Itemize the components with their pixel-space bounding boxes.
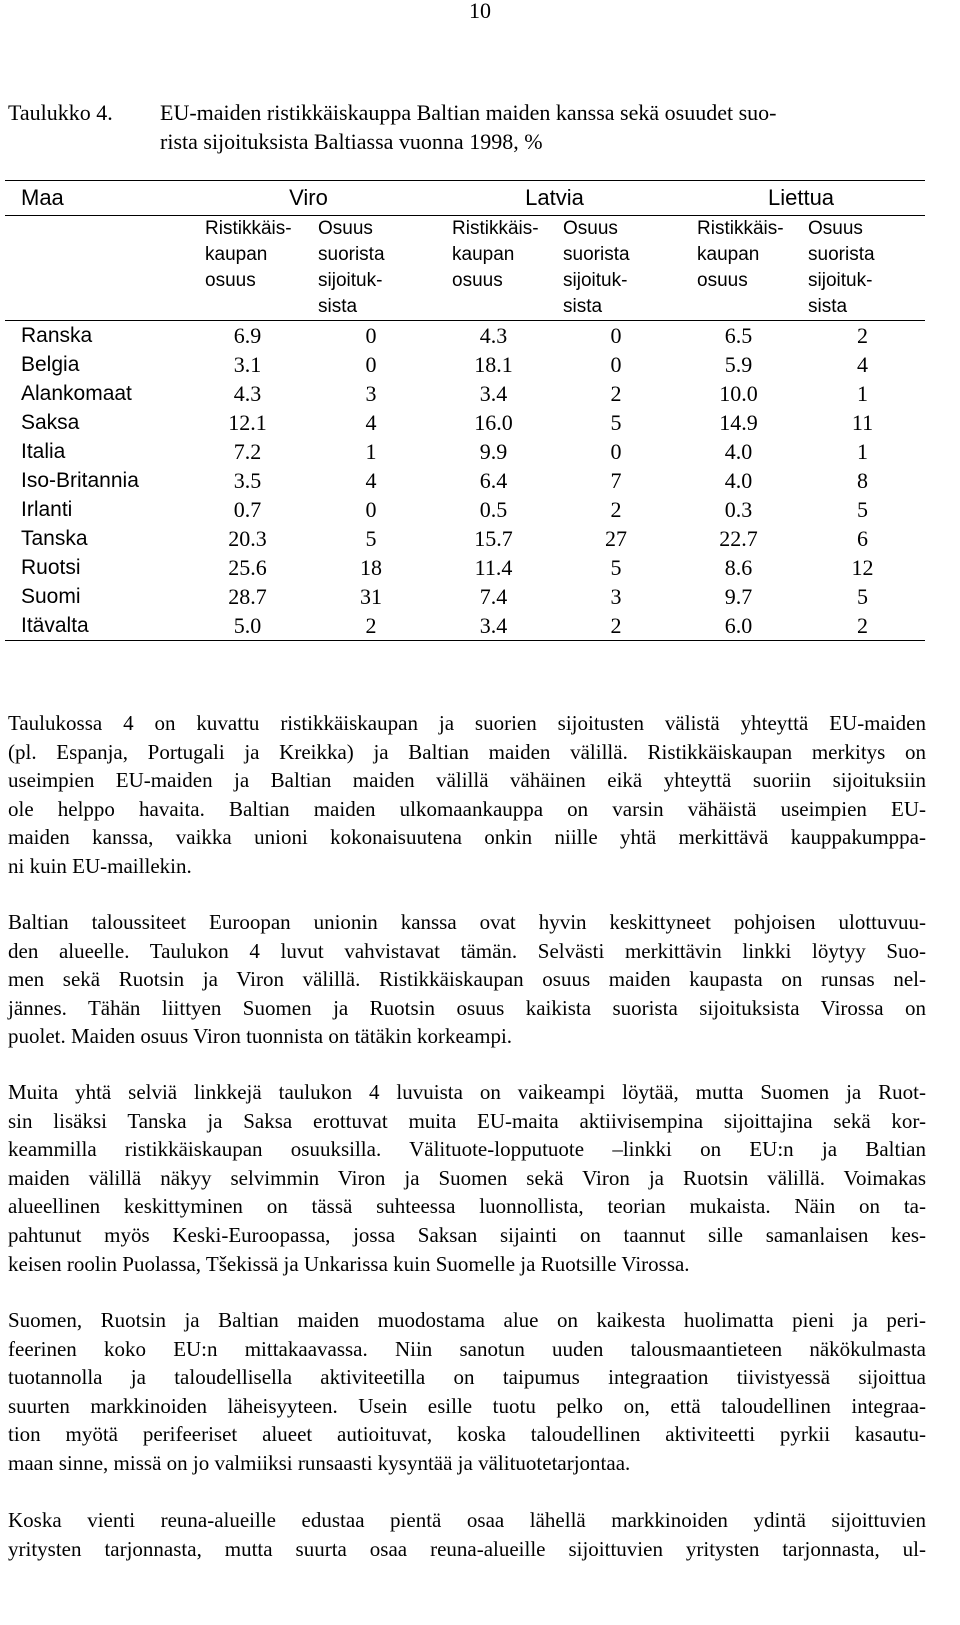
paragraph (8, 1306, 926, 1478)
value-cell: 5.0 (185, 611, 310, 641)
value-cell: 25.6 (228, 554, 267, 580)
value-cell: 7.2 (233, 438, 262, 464)
value-cell: 0 (365, 351, 377, 377)
value-cell: 3 (610, 583, 622, 609)
paragraph (8, 1506, 926, 1563)
value-cell: 6.9 (233, 322, 262, 348)
value-cell: 0 (610, 322, 622, 348)
country-cell: Ruotsi (21, 555, 81, 579)
value-cell: 0.5 (479, 496, 508, 522)
value-cell: 10.0 (719, 380, 758, 406)
value-cell: 5 (857, 496, 869, 522)
table-row (5, 466, 925, 495)
paragraph-line: men sekä Ruotsin ja Viron välillä. Ristikkäiskaupan osuus maiden kaupasta on runsas nel- (8, 967, 926, 992)
value-cell: 4.0 (724, 438, 753, 464)
value-cell: 2 (555, 611, 677, 641)
value-cell: 18 (360, 554, 382, 580)
value-cell: 15.7 (474, 525, 513, 551)
value-cell: 14.9 (719, 409, 758, 435)
country-cell: Alankomaat (21, 381, 132, 405)
country-cell: Irlanti (21, 497, 73, 521)
paragraph-line: keammilla ristikkäiskaupan osuuksilla. Välituote-lopputuote –linkki on EU:n ja Baltian (8, 1137, 926, 1162)
country-cell: Belgia (21, 352, 80, 376)
caption-text (160, 98, 928, 156)
paragraph-line: Taulukossa 4 on kuvattu ristikkäiskaupan ja suorien sijoitusten välistä yhteyttä EU-maiden (8, 711, 926, 735)
liettua-header: Liettua (677, 181, 925, 216)
value-cell: 9.9 (479, 438, 508, 464)
paragraph-line: maan sinne, missä on jo valmiiksi runsaasti kysyntää ja välituotetarjontaa. (8, 1450, 631, 1475)
value-cell: 0 (610, 351, 622, 377)
paragraph-line: den alueelle. Taulukon 4 luvut vahvistavat tämän. Selvästi merkittävin linkki löytyy Suo- (8, 938, 926, 963)
osuus-header: Osuus suorista sijoituk- sista (800, 216, 925, 321)
paragraph-line: yritysten tarjonnasta, mutta suurta osaa reuna-alueille sijoittuvien yritysten tarjonnasta, ul- (8, 1536, 926, 1561)
country-cell: Iso-Britannia (21, 468, 139, 492)
subheader-row (5, 216, 925, 321)
table-body (5, 321, 925, 641)
value-cell: 2 (800, 611, 925, 641)
value-cell: 18.1 (474, 351, 513, 377)
value-cell: 0 (365, 496, 377, 522)
paragraph (8, 709, 926, 881)
value-cell: 4.3 (233, 380, 262, 406)
value-cell: 20.3 (228, 525, 267, 551)
maa-header: Maa (5, 181, 185, 216)
value-cell: 3.1 (233, 351, 262, 377)
value-cell: 6.0 (677, 611, 800, 641)
value-cell: 6 (857, 525, 869, 551)
table-row (5, 408, 925, 437)
value-cell: 28.7 (228, 583, 267, 609)
value-cell: 1 (365, 438, 377, 464)
paragraph-line: maiden kanssa, vaikka unioni kokonaisuutena onkin niille yhtä merkittävä kauppakumppa- (8, 825, 926, 850)
caption-line: rista sijoituksista Baltiassa vuonna 1998, % (160, 129, 543, 154)
value-cell: 11.4 (474, 554, 513, 580)
value-cell: 5.9 (724, 351, 753, 377)
value-cell: 5 (365, 525, 377, 551)
value-cell: 6.5 (724, 322, 753, 348)
value-cell: 9.7 (724, 583, 753, 609)
value-cell: 3.4 (432, 611, 555, 641)
paragraph-line: Baltian taloussiteet Euroopan unionin kanssa ovat hyvin keskittyneet pohjoisen ulottuvuu- (8, 910, 926, 934)
ristikkais-header: Ristikkäis- kaupan osuus (677, 216, 800, 321)
paragraph-line: tuotannolla ja taloudellisella aktiviteetilla on taipumus integraation tiivistyessä sijoittua (8, 1365, 926, 1390)
value-cell: 27 (605, 525, 628, 551)
page-number: 10 (469, 0, 491, 23)
paragraph-line: ole helppo havaita. Baltian maiden ulkomaankauppa on varsin vähäistä useimpien EU- (8, 796, 926, 821)
value-cell: 4.3 (479, 322, 508, 348)
table-row (5, 437, 925, 466)
paragraph-line: Suomen, Ruotsin ja Baltian maiden muodostama alue on kaikesta huolimatta pieni ja peri- (8, 1308, 926, 1332)
table-row (5, 524, 925, 553)
osuus-header: Osuus suorista sijoituk- sista (310, 216, 432, 321)
value-cell: 5 (610, 409, 622, 435)
value-cell: 11 (851, 409, 874, 435)
value-cell: 2 (310, 611, 432, 641)
country-cell: Tanska (21, 526, 88, 550)
paragraph-line: alueellinen keskittyminen on tässä suhteessa luonnollista, teorian mukaista. Näin on ta- (8, 1194, 926, 1219)
paragraph-line: pahtunut myös Keski-Euroopassa, jossa Saksan sijainti on taannut sille samanlaisen kes- (8, 1222, 926, 1247)
value-cell: 4 (365, 467, 377, 493)
value-cell: 7.4 (479, 583, 508, 609)
paragraph-line: jännes. Tähän liittyen Suomen ja Ruotsin osuus kaikista suorista sijoituksista Virossa on (8, 995, 926, 1020)
value-cell: 2 (857, 322, 869, 348)
country-header-row (5, 181, 925, 216)
value-cell: 3 (365, 380, 377, 406)
paragraph-line: puolet. Maiden osuus Viron tuonnista on tätäkin korkeampi. (8, 1024, 513, 1049)
ristikkais-header: Ristikkäis- kaupan osuus (185, 216, 310, 321)
osuus-header: Osuus suorista sijoituk- sista (555, 216, 677, 321)
table-row (5, 350, 925, 379)
value-cell: 0.3 (724, 496, 753, 522)
country-cell: Itävalta (5, 611, 185, 641)
value-cell: 5 (857, 583, 869, 609)
paragraph-line: feerinen koko EU:n mittakaavassa. Niin sanotun uuden talousmaantieteen näkökulmasta (8, 1336, 926, 1361)
table-row (5, 553, 925, 582)
paragraph-line: suurten markkinoiden läheisyyteen. Usein esille tuotu pelko on, että taloudellinen integraa- (8, 1393, 926, 1418)
country-cell: Ranska (21, 323, 93, 347)
value-cell: 1 (857, 438, 869, 464)
country-cell: Italia (21, 439, 66, 463)
value-cell: 3.5 (233, 467, 262, 493)
table-caption (8, 98, 928, 156)
ristikkais-header: Ristikkäis- kaupan osuus (432, 216, 555, 321)
table-row (5, 495, 925, 524)
value-cell: 22.7 (719, 525, 758, 551)
value-cell: 3.4 (479, 380, 508, 406)
paragraph-line: sin lisäksi Tanska ja Saksa erottuvat muita EU-maita aktiivisempina sijoittajina sekä kor- (8, 1108, 926, 1133)
paragraph (8, 1078, 926, 1278)
caption-line: EU-maiden ristikkäiskauppa Baltian maiden kanssa sekä osuudet suo- (160, 100, 777, 125)
table-row (5, 611, 925, 641)
value-cell: 0 (365, 322, 377, 348)
country-cell: Suomi (21, 584, 81, 608)
value-cell: 7 (610, 467, 622, 493)
data-table (5, 180, 925, 641)
country-cell: Saksa (21, 410, 80, 434)
value-cell: 4.0 (724, 467, 753, 493)
table-row (5, 582, 925, 611)
empty-header-cell (5, 216, 185, 321)
value-cell: 4 (857, 351, 869, 377)
paragraph-line: (pl. Espanja, Portugali ja Kreikka) ja Baltian maiden välillä. Ristikkäiskaupan merkitys on (8, 739, 926, 764)
paragraph-line: maiden välillä näkyy selvimmin Viron ja Suomen sekä Viron ja Ruotsin välillä. Voimakas (8, 1165, 926, 1190)
value-cell: 0 (610, 438, 622, 464)
value-cell: 2 (610, 496, 622, 522)
value-cell: 2 (610, 380, 622, 406)
value-cell: 12 (851, 554, 874, 580)
value-cell: 4 (365, 409, 377, 435)
value-cell: 16.0 (474, 409, 513, 435)
caption-label: Taulukko 4. (8, 100, 113, 125)
value-cell: 0.7 (233, 496, 262, 522)
table-row (5, 379, 925, 408)
paragraph-line: keisen roolin Puolassa, Tšekissä ja Unkarissa kuin Suomelle ja Ruotsille Virossa. (8, 1251, 690, 1276)
value-cell: 6.4 (479, 467, 508, 493)
latvia-header: Latvia (432, 181, 677, 216)
paragraph-line: ni kuin EU-maillekin. (8, 853, 192, 878)
paragraph-line: useimpien EU-maiden ja Baltian maiden välillä vähäinen eikä yhteyttä suoriin sijoituksiin (8, 768, 926, 793)
paragraph-line: tion myötä perifeeriset alueet autioituvat, koska taloudellinen aktiviteetti pyrkii kasautu- (8, 1422, 926, 1447)
value-cell: 1 (857, 380, 869, 406)
value-cell: 8.6 (724, 554, 753, 580)
paragraph (8, 908, 926, 1051)
viro-header: Viro (185, 181, 432, 216)
value-cell: 12.1 (228, 409, 267, 435)
value-cell: 8 (857, 467, 869, 493)
table-row (5, 321, 925, 351)
value-cell: 31 (360, 583, 382, 609)
paragraph-line: Koska vienti reuna-alueille edustaa pientä osaa lähellä markkinoiden ydintä sijoittuvien (8, 1508, 926, 1532)
value-cell: 5 (610, 554, 622, 580)
paragraph-line: Muita yhtä selviä linkkejä taulukon 4 luvuista on vaikeampi löytää, mutta Suomen ja Ruot- (8, 1080, 926, 1104)
